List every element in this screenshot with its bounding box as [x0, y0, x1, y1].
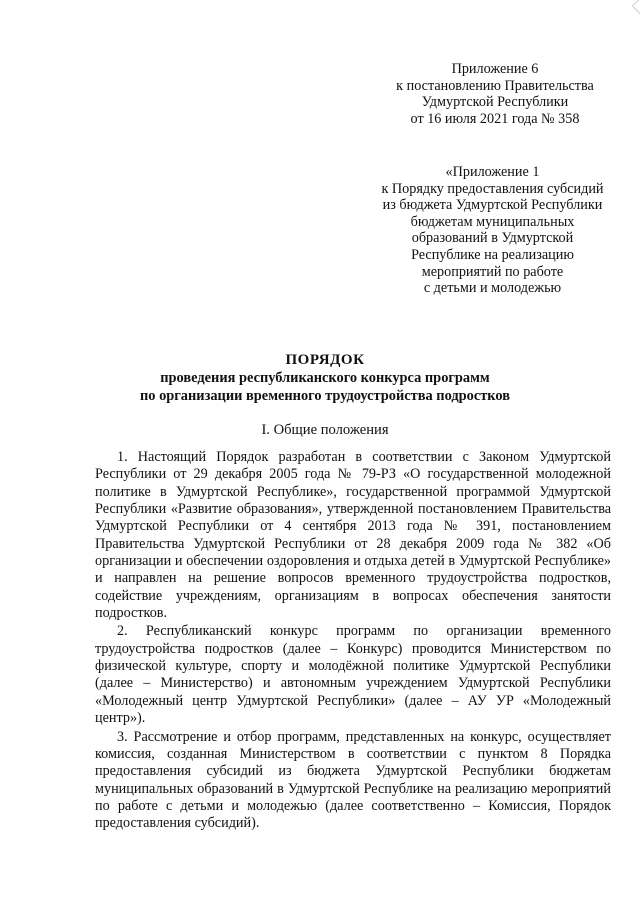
annex-line: Приложение 6 — [451, 61, 539, 77]
section-heading: I. Общие положения — [261, 422, 389, 438]
document-body — [95, 449, 611, 833]
inner-annex-header — [355, 164, 630, 297]
title-main: ПОРЯДОК — [285, 352, 365, 368]
inner-annex-line: из бюджета Удмуртской Республики — [382, 197, 603, 214]
title-subtitle-line: по организации временного трудоустройства подростков — [139, 388, 511, 404]
paragraph-3: 3. Рассмотрение и отбор программ, представленных на конкурс, осуществляет комиссия, созданная Министерством в соответствии с пунктом 8 Порядка предоставления субсидий из бюджета Удмуртской Республики бюджетам муниципальных образований в Удмуртской Республике на реализацию мероприятий по работе с детьми и молодежью (далее соответственно – Комиссия, Порядок предоставления субсидий). — [95, 728, 611, 832]
annex-line: от 16 июля 2021 года № 358 — [410, 110, 580, 127]
inner-annex-line: к Порядку предоставления субсидий — [381, 180, 604, 197]
paragraph-2: 2. Республиканский конкурс программ по организации временного трудоустройства подростков (далее – Конкурс) проводится Министерством по физической культуре, спорту и молодёжной политике Удмуртской Республики (далее – Министерство) и автономным учреждением Удмуртской Республики «Молодежный центр Удмуртской Республики» (далее – АУ УР «Молодежный центр»). — [95, 623, 611, 727]
page-corner-mark — [632, 0, 640, 17]
document-title — [60, 351, 590, 405]
inner-annex-line: образований в Удмуртской — [411, 230, 574, 247]
inner-annex-line: мероприятий по работе — [421, 263, 564, 280]
annex-header — [360, 61, 630, 127]
annex-line: Удмуртской Республики — [421, 94, 569, 111]
paragraph-1: 1. Настоящий Порядок разработан в соответствии с Законом Удмуртской Республики от 29 декабря 2005 года № 79-РЗ «О государственной молодежной политике в Удмуртской Республике», государственной программой Удмуртской Республики «Развитие образования», утвержденной постановлением Правительства Удмуртской Республики от 4 сентября 2013 года № 391, постановлением Правительства Удмуртской Республики от 28 декабря 2009 года № 382 «Об организации и обеспечении оздоровления и отдыха детей в Удмуртской Республике» и направлен на решение вопросов временного трудоустройства подростков, содействие учреждениям, организациям в вопросах обеспечения занятости подростков. — [95, 449, 611, 622]
inner-annex-line: бюджетам муниципальных — [410, 213, 575, 230]
annex-line: к постановлению Правительства — [396, 77, 594, 94]
inner-annex-line: с детьми и молодежью — [423, 280, 562, 297]
inner-annex-line: «Приложение 1 — [445, 164, 540, 180]
inner-annex-line: Республике на реализацию — [411, 246, 574, 263]
title-subtitle-line: проведения республиканского конкурса программ — [160, 370, 490, 386]
